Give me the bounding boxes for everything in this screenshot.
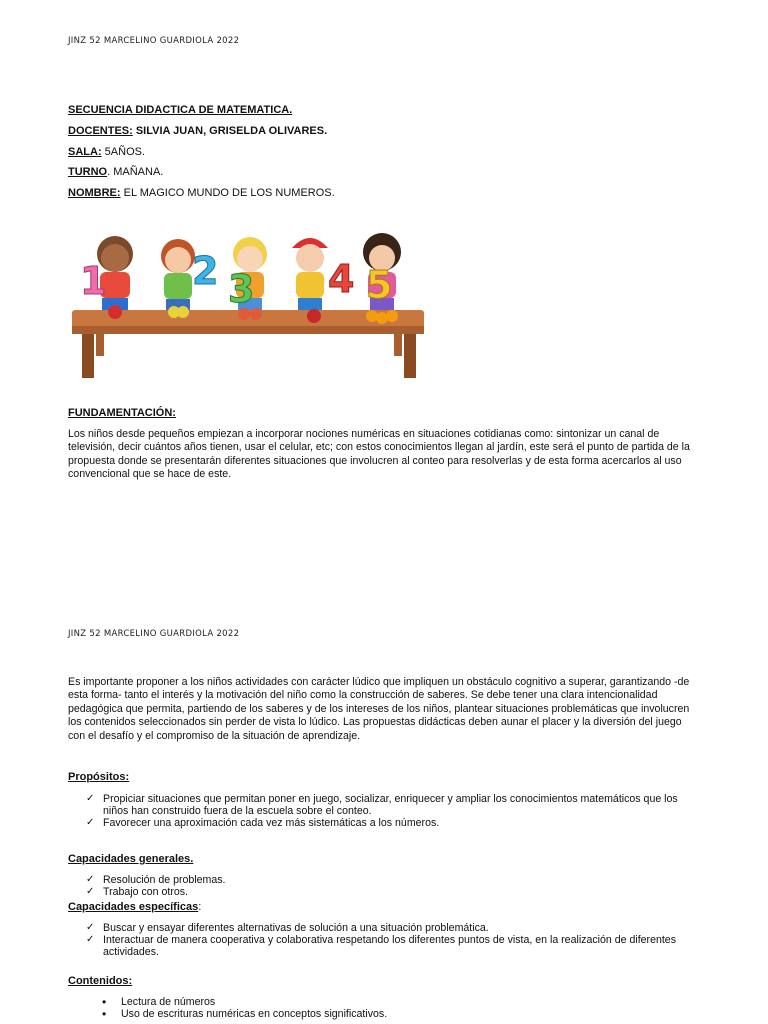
number-glyph: 1 bbox=[80, 259, 107, 303]
list-item: ✓ Interactuar de manera cooperativa y colaborativa respetando los diferentes puntos de vista, en la realización de diferentes actividades. bbox=[86, 934, 696, 958]
sala-label: SALA: bbox=[68, 146, 102, 158]
propositos-list bbox=[86, 793, 696, 830]
list-item: ✓ Trabajo con otros. bbox=[86, 886, 696, 898]
fundamentacion-heading: FUNDAMENTACIÓN: bbox=[68, 407, 176, 419]
turno-label: TURNO bbox=[68, 166, 108, 178]
table-leg bbox=[82, 334, 94, 378]
number-glyph: 5 bbox=[366, 263, 393, 307]
list-item: • Lectura de números bbox=[86, 996, 696, 1008]
capacidades-generales-heading: Capacidades generales. bbox=[68, 853, 194, 865]
table-leg bbox=[404, 334, 416, 378]
nombre-line bbox=[68, 187, 335, 199]
page-header: JINZ 52 MARCELINO GUARDIOLA 2022 bbox=[68, 629, 240, 639]
intro-paragraph: Es importante proponer a los niños actividades con carácter lúdico que impliquen un obstáculo cognitivo a superar, garantizando -de esta forma- tanto el interés y la motivación del niño como la construcción de saberes. Se debe tener una clara intencionalidad pedagógica que permita, partiendo de los saberes y de los intereses de los niños, plantear situaciones problemáticas que involucren los contenidos seleccionados sin perder de vista lo lúdico. Las propuestas didácticas deben aunar el placer y la diversión del juego con el desafío y el compromiso de la situación de aprendizaje. bbox=[68, 676, 690, 742]
sala-value: 5AÑOS. bbox=[101, 146, 146, 158]
number-glyph: 3 bbox=[228, 267, 255, 311]
sala-line bbox=[68, 146, 145, 158]
docentes-label: DOCENTES: bbox=[68, 125, 133, 137]
fundamentacion-paragraph: Los niños desde pequeños empiezan a incorporar nociones numéricas en situaciones cotidianas como: sintonizar un canal de televisión, decir cuántos años tienen, usar el celular, etc; con estos conocimientos llegan al jardín, este será el punto de partida de la propuesta donde se presentarán diferentes situaciones que involucren al conteo para resolverlas y de esta forma acercarlos al uso convencional que se hace de este. bbox=[68, 428, 690, 481]
turno-line bbox=[68, 166, 163, 178]
list-item: ✓ Resolución de problemas. bbox=[86, 874, 696, 886]
page-header: JINZ 52 MARCELINO GUARDIOLA 2022 bbox=[68, 36, 240, 46]
nombre-value: EL MAGICO MUNDO DE LOS NUMEROS. bbox=[120, 187, 335, 199]
list-item: ✓ Favorecer una aproximación cada vez más sistemáticas a los números. bbox=[86, 817, 696, 829]
list-item: • Uso de escrituras numéricas en conceptos significativos. bbox=[86, 1008, 696, 1020]
child-figure bbox=[161, 239, 195, 318]
capacidades-especificas-list bbox=[86, 922, 696, 959]
number-glyph: 2 bbox=[192, 249, 219, 293]
capacidades-especificas-title: Capacidades específicas bbox=[68, 901, 199, 913]
number-glyph: 4 bbox=[328, 257, 355, 301]
children-numbers-illustration bbox=[70, 228, 426, 380]
capacidades-especificas-heading bbox=[68, 901, 201, 913]
turno-value: . MAÑANA. bbox=[107, 166, 164, 178]
docentes-line bbox=[68, 125, 327, 137]
list-item: ✓ Buscar y ensayar diferentes alternativas de solución a una situación problemática. bbox=[86, 922, 696, 934]
nombre-label: NOMBRE: bbox=[68, 187, 121, 199]
list-item: ✓ Propiciar situaciones que permitan poner en juego, socializar, enriquecer y ampliar los conocimientos matemáticos que los niños han construido fuera de la escuela sobre el conteo. bbox=[86, 793, 696, 817]
document-title: SECUENCIA DIDACTICA DE MATEMATICA. bbox=[68, 104, 293, 116]
docentes-value: SILVIA JUAN, GRISELDA OLIVARES. bbox=[132, 125, 328, 137]
contenidos-list bbox=[86, 996, 696, 1020]
capacidades-especificas-colon: : bbox=[198, 901, 202, 913]
contenidos-heading: Contenidos: bbox=[68, 975, 133, 987]
propositos-heading: Propósitos: bbox=[68, 771, 130, 783]
capacidades-generales-list bbox=[86, 874, 696, 898]
